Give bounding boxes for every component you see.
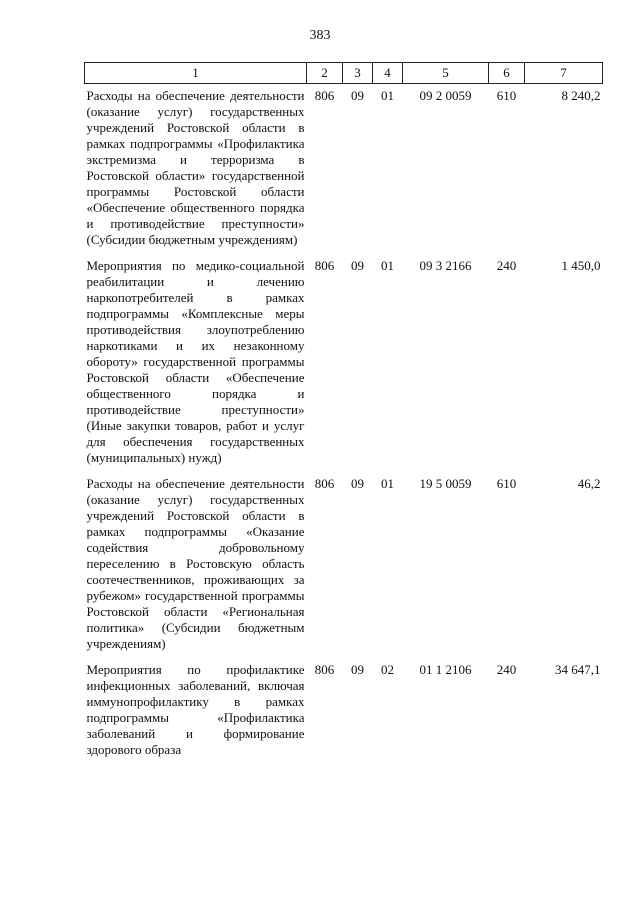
row-subsection-code: 01 — [381, 476, 394, 491]
row-ministry-code: 806 — [314, 662, 335, 677]
header-col-4: 4 — [373, 63, 403, 84]
header-col-2: 2 — [307, 63, 343, 84]
row-section-code: 09 — [351, 476, 364, 491]
table-row — [85, 84, 603, 255]
row-amount: 46,2 — [577, 476, 601, 491]
header-col-1: 1 — [85, 63, 307, 84]
row-description: Мероприятия по профилактике инфекционных заболеваний, включая иммунопрофилактику в рамках подпрограммы «Профилактика заболеваний и формирование здорового образа — [86, 662, 305, 757]
row-amount: 34 647,1 — [555, 662, 601, 677]
row-target-code: 09 2 0059 — [419, 88, 472, 103]
header-col-5: 5 — [403, 63, 489, 84]
row-description: Расходы на обеспечение деятельности (оказание услуг) государственных учреждений Ростовской области в рамках подпрограммы «Профилактика экстремизма и терроризма в Ростовской области» государственной программы Ростовской области «Обеспечение общественного порядка и противодействие преступности» (Субсидии бюджетным учреждениям) — [86, 88, 305, 247]
row-subsection-code: 02 — [381, 662, 394, 677]
row-expense-type: 240 — [496, 662, 517, 677]
row-target-code: 19 5 0059 — [419, 476, 472, 491]
row-ministry-code: 806 — [314, 88, 335, 103]
row-target-code: 01 1 2106 — [419, 662, 472, 677]
row-target-code: 09 3 2166 — [419, 258, 472, 273]
row-section-code: 09 — [351, 258, 364, 273]
row-expense-type: 240 — [496, 258, 517, 273]
header-col-6: 6 — [489, 63, 525, 84]
row-description: Мероприятия по медико-социальной реабилитации и лечению наркопотребителей в рамках подпрограммы «Комплексные меры противодействия злоупотреблению наркотиками и их незаконному обороту» государственной программы Ростовской области «Обеспечение общественного порядка и противодействие преступности» (Иные закупки товаров, работ и услуг для обеспечения государственных (муниципальных) нужд) — [86, 258, 305, 465]
header-col-7: 7 — [525, 63, 603, 84]
row-section-code: 09 — [351, 88, 364, 103]
row-subsection-code: 01 — [381, 88, 394, 103]
table-row — [85, 472, 603, 658]
row-description: Расходы на обеспечение деятельности (оказание услуг) государственных учреждений Ростовской области в рамках подпрограммы «Оказание содействия добровольному переселению в Ростовскую область соотечественников, проживающих за рубежом» государственной программы Ростовской области «Региональная политика» (Субсидии бюджетным учреждениям) — [86, 476, 305, 651]
header-col-3: 3 — [343, 63, 373, 84]
page-number: 383 — [309, 28, 331, 43]
budget-table — [84, 62, 603, 764]
row-expense-type: 610 — [496, 476, 517, 491]
header-row — [85, 63, 603, 84]
row-ministry-code: 806 — [314, 476, 335, 491]
row-amount: 8 240,2 — [561, 88, 601, 103]
row-subsection-code: 01 — [381, 258, 394, 273]
row-amount: 1 450,0 — [561, 258, 601, 273]
row-expense-type: 610 — [496, 88, 517, 103]
table-row — [85, 658, 603, 764]
table-row — [85, 254, 603, 472]
row-ministry-code: 806 — [314, 258, 335, 273]
row-section-code: 09 — [351, 662, 364, 677]
